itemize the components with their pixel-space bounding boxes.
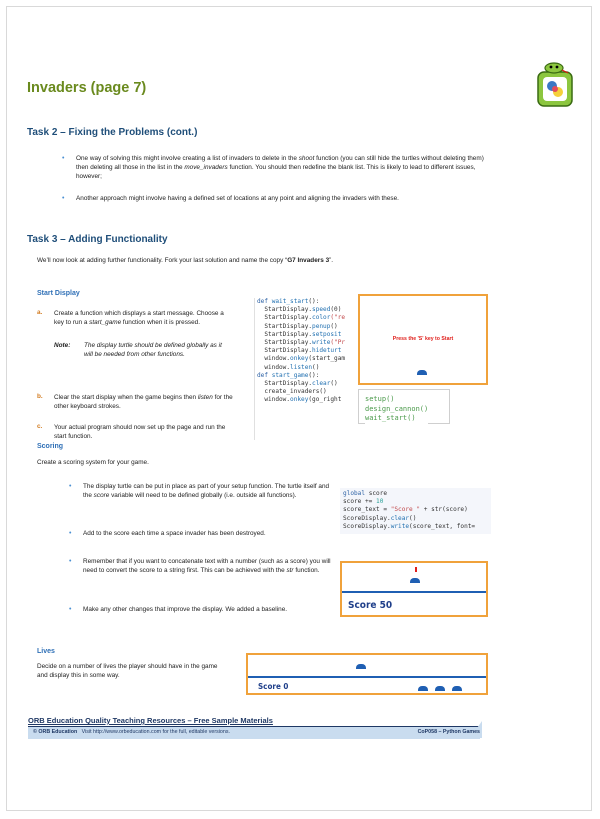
code-token: StartDisplay. [257, 339, 313, 347]
code-token: 10 [376, 498, 384, 506]
code-line [343, 523, 491, 531]
code-token: () [330, 380, 338, 388]
code-token: window. [257, 396, 291, 404]
code-line [257, 388, 350, 396]
text: The display turtle can be put in place as part of your setup function. The turtle itself and the [83, 483, 330, 500]
footer-title: ORB Education Quality Teaching Resources – Free Sample Materials [28, 716, 273, 725]
code-line [343, 506, 491, 514]
code-token: ScoreDisplay. [343, 522, 391, 530]
footer-visit-link[interactable]: Visit http://www.orbeducation.com for the full, editable versions. [81, 729, 230, 735]
lives-display-preview [246, 653, 488, 695]
scoring-bullet-4 [69, 605, 331, 614]
code-line [257, 355, 350, 363]
code-line [257, 347, 350, 355]
code-token: (go_right [308, 396, 342, 404]
task2-heading: Task 2 – Fixing the Problems (cont.) [27, 127, 198, 138]
cannon [410, 578, 420, 583]
code-token: clear [390, 514, 410, 522]
code-line [343, 490, 491, 498]
code-line [343, 498, 491, 506]
code-token: write [390, 522, 410, 530]
code-token: score [368, 490, 388, 497]
code-token: write [312, 339, 331, 347]
code-line [257, 298, 350, 306]
start-display-heading: Start Display [37, 290, 80, 297]
text-em: shoot [298, 155, 315, 162]
text: function. You should then redefine the blank list. This is likely to lead to different issues, however; [76, 164, 476, 181]
code-token: speed [312, 306, 331, 314]
text: Clear the start display when the game begins then [54, 394, 198, 401]
text-em: str [286, 567, 294, 575]
code-token: penup [312, 322, 331, 330]
text: function. [293, 567, 320, 575]
code-token: StartDisplay. [257, 322, 313, 330]
code-token: (0) [330, 306, 342, 314]
code-token: + str(score) [420, 506, 468, 514]
start-message: Press the 'S' key to Start [392, 336, 454, 342]
bullet-dot-icon: • [69, 558, 72, 565]
code-token: StartDisplay. [257, 330, 313, 338]
code-token: StartDisplay. [257, 306, 313, 314]
text: Make any other changes that improve the display. We added a baseline. [83, 606, 288, 613]
scoring-bullet-2 [69, 529, 331, 538]
scoring-bullet-1 [69, 482, 331, 500]
lives-text: Decide on a number of lives the player should have in the game and display this in some way. [37, 663, 218, 680]
cannon [417, 370, 427, 375]
code-token: listen [290, 363, 313, 371]
code-line [257, 331, 350, 339]
code-token: onkey [290, 355, 309, 363]
code-token: StartDisplay. [257, 380, 313, 388]
code-token: ("Pr [330, 339, 346, 347]
bullet-dot-icon: • [69, 483, 72, 490]
code-token: global [343, 490, 369, 497]
bullet-dot-icon: • [62, 155, 65, 162]
baseline [248, 676, 486, 678]
text: One way of solving this might involve creating a list of invaders to delete in the [76, 155, 299, 162]
code-token: (): [308, 371, 320, 379]
score-text: Score 50 [348, 600, 393, 611]
code-token: start_game [271, 371, 309, 379]
code-token: color [312, 314, 331, 322]
text: Create a function which displays a start message. Choose a key to run a [54, 310, 224, 327]
code-token: ("re [330, 314, 346, 322]
task3-intro [37, 256, 517, 265]
code-token: score += [343, 498, 377, 506]
score-display-preview [340, 561, 488, 617]
code-token: window. [257, 363, 291, 371]
bullet-dot-icon: • [69, 530, 72, 537]
bullet-projectile [415, 567, 417, 572]
text: Remember that if you want to concatenate text with a number (such as a score) you will need to convert the score to a string first. This can be achieved with the [83, 558, 331, 575]
text-em: listen [197, 394, 213, 401]
lives-heading: Lives [37, 648, 55, 655]
text: variable will need to be defined globally (i.e. outside all functions). [109, 492, 297, 500]
text-em: start_game [89, 319, 122, 327]
start-display-preview [358, 294, 488, 385]
task3-heading: Task 3 – Adding Functionality [27, 234, 168, 245]
code-token: def [257, 371, 272, 379]
code-token: window. [257, 355, 291, 363]
code-line [257, 339, 350, 347]
footer-code: CoP058 – Python Games [417, 729, 480, 735]
task2-bullet-1 [62, 154, 487, 182]
code-token: StartDisplay. [257, 314, 313, 322]
code-setup-lines [365, 395, 428, 424]
item-letter-a: a. [37, 309, 43, 316]
bullet-dot-icon: • [69, 606, 72, 613]
code-block-score [340, 488, 491, 534]
code-token: () [312, 363, 320, 371]
item-letter-b: b. [37, 393, 43, 400]
baseline [342, 591, 486, 593]
code-block-wait-start [254, 298, 350, 440]
text: for the other keyboard strokes. [54, 394, 233, 411]
code-line [257, 306, 350, 314]
score-text: Score 0 [258, 682, 289, 691]
task2-bullet-2 [62, 194, 487, 203]
code-token: create_invaders() [257, 388, 327, 396]
item-a-text [54, 309, 234, 327]
code-token: onkey [290, 396, 309, 404]
code-line [257, 380, 350, 388]
text-em: move_invaders [184, 164, 228, 172]
text: We’ll now look at adding further functionality. Fork your last solution and name the copy “ [37, 257, 288, 264]
text: ”. [329, 257, 334, 264]
code-token: hideturt [312, 347, 342, 355]
scoring-bullet-3 [69, 557, 331, 575]
item-letter-c: c. [37, 423, 43, 430]
scoring-intro: Create a scoring system for your game. [37, 459, 149, 466]
item-c-text: Your actual program should now set up the page and run the start function. [54, 424, 226, 441]
python-snake-logo-icon [532, 62, 578, 110]
code-token: score_text = [343, 506, 391, 514]
life-cannon-icon [435, 686, 445, 691]
code-token: () [330, 322, 338, 330]
code-line [257, 364, 350, 372]
footer-copyright: © ORB Education [33, 729, 78, 735]
footer-left [33, 729, 230, 735]
code-line [257, 314, 350, 322]
text: function when it is pressed. [121, 319, 201, 327]
code-token: (): [308, 298, 320, 305]
life-cannon-icon [418, 686, 428, 691]
code-line: setup() [365, 395, 395, 403]
code-line [343, 515, 491, 523]
item-b-text [54, 393, 234, 411]
code-token: def [257, 298, 272, 305]
note-text: The display turtle should be defined globally as it will be needed from other functions. [84, 342, 222, 359]
text: function (you can still hide the turtles without deleting them) then deleting all those in the list in the [76, 155, 484, 172]
code-line [257, 372, 350, 380]
scoring-heading: Scoring [37, 443, 64, 450]
code-token: ScoreDisplay. [343, 514, 391, 522]
code-line [257, 323, 350, 331]
text: Another approach might involve having a defined set of locations at any point and aligning the invaders with these. [76, 195, 399, 202]
code-token: "Score " [390, 506, 421, 514]
code-block-setup [358, 389, 450, 424]
code-line [257, 396, 350, 404]
code-token: (score_text, font= [409, 522, 476, 530]
text: Add to the score each time a space invader has been destroyed. [83, 530, 266, 537]
code-token: () [409, 514, 417, 522]
code-token: StartDisplay. [257, 347, 313, 355]
note-label: Note: [54, 342, 71, 349]
code-line: design_cannon() [365, 404, 429, 413]
code-token: clear [312, 380, 331, 388]
life-cannon-icon [452, 686, 462, 691]
bullet-dot-icon: • [62, 195, 65, 202]
text-bold: G7 Invaders 3 [287, 257, 330, 264]
code-token: (start_gam [308, 355, 346, 363]
code-token: setposit [312, 330, 342, 338]
code-line: wait_start() [365, 414, 416, 422]
cannon [356, 664, 366, 669]
text-em: score [93, 492, 110, 500]
page-title: Invaders (page 7) [27, 80, 147, 96]
code-token: wait_start [271, 298, 309, 305]
